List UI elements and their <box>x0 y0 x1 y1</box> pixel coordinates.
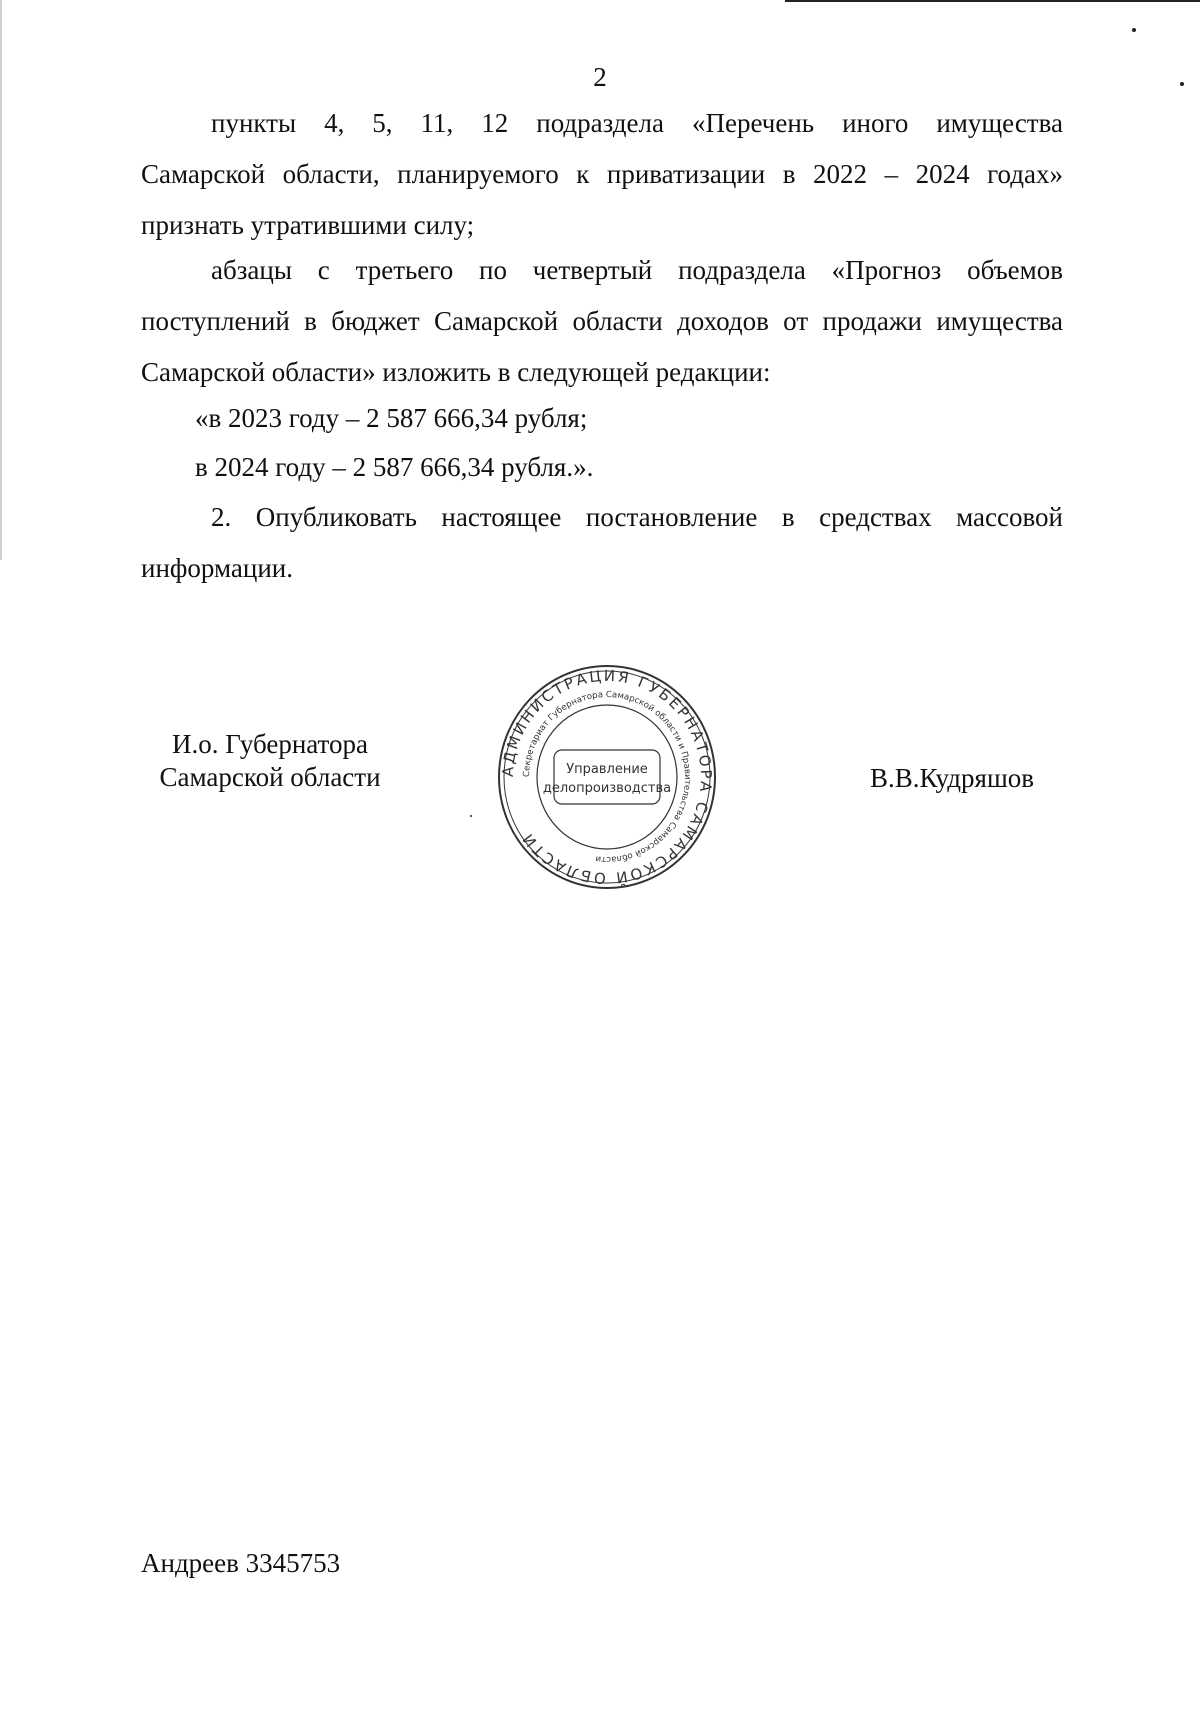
paragraph-line: абзацы с третьего по четвертый подраздела «Прогноз объемов <box>211 255 1063 285</box>
paragraph-line: поступлений в бюджет Самарской области доходов от продажи имущества <box>141 306 1063 336</box>
signer-title-line: Самарской области <box>159 762 381 792</box>
paragraph-2 <box>141 245 1063 398</box>
seal-inner-text: Секретариат Губернатора Самарской области и Правительства Самарской области <box>521 689 693 865</box>
paragraph-1 <box>141 98 1063 251</box>
paragraph-line: признать утратившими силу; <box>141 210 475 240</box>
amount-2024-line: в 2024 году – 2 587 666,34 рубля.». <box>195 452 594 482</box>
scan-speck <box>470 815 472 817</box>
paragraph-line: информации. <box>141 553 293 583</box>
seal-center-line: Управление <box>566 762 648 777</box>
paragraph-line: 2. Опубликовать настоящее постановление в средствах массовой <box>211 502 1063 532</box>
paragraph-line: пункты 4, 5, 11, 12 подраздела «Перечень иного имущества <box>211 108 1063 138</box>
paragraph-line: Самарской области» изложить в следующей редакции: <box>141 357 771 387</box>
seal-center-line: делопроизводства <box>542 781 672 796</box>
scan-speck <box>1132 28 1136 32</box>
executor-contact: Андреев 3345753 <box>141 1548 341 1578</box>
page-number: 2 <box>593 62 607 92</box>
signer-title-line: И.о. Губернатора <box>171 729 368 759</box>
scan-edge-line <box>785 0 1200 2</box>
paragraph-3 <box>141 492 1063 594</box>
signer-name: В.В.Кудряшов <box>870 763 1034 793</box>
official-seal <box>496 662 718 892</box>
paragraph-line: Самарской области, планируемого к приватизации в 2022 – 2024 годах» <box>141 159 1063 189</box>
amount-2023-line: «в 2023 году – 2 587 666,34 рубля; <box>195 403 588 433</box>
signer-title <box>140 728 400 794</box>
seal-outer-text: АДМИНИСТРАЦИЯ ГУБЕРНАТОРА САМАРСКОЙ ОБЛАСТИ <box>498 666 716 888</box>
